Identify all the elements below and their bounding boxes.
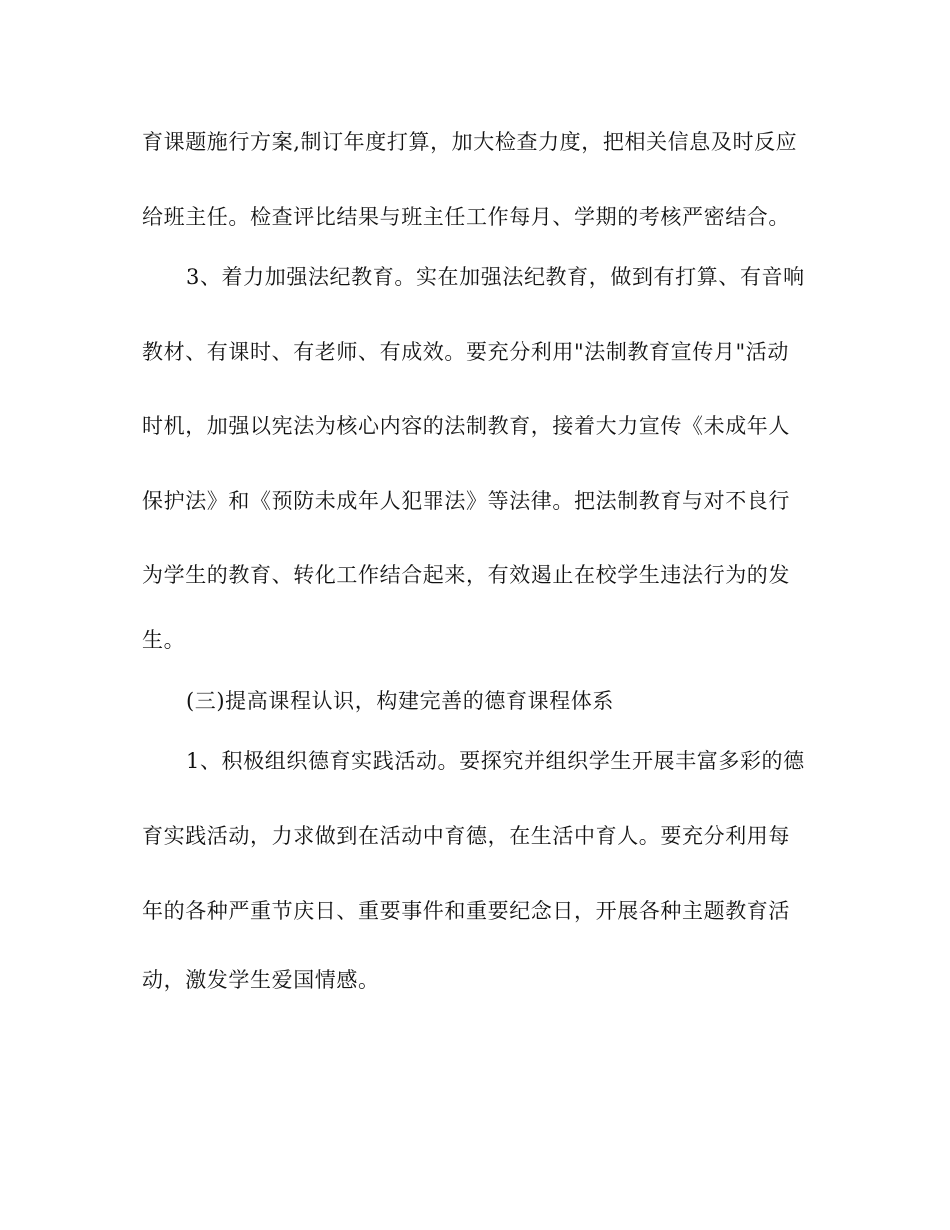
text-line-11: 育实践活动，力求做到在活动中育德，在生活中育人。要充分利用每 [142,824,790,848]
text-line-12: 年的各种严重节庆日、重要事件和重要纪念日，开展各种主题教育活 [142,899,790,923]
text-line-7: 为学生的教育、转化工作结合起来，有效遏止在校学生违法行为的发 [142,563,790,587]
text-line-4: 教材、有课时、有老师、有成效。要充分利用"法制教育宣传月"活动 [142,340,789,364]
text-line-5: 时机，加强以宪法为核心内容的法制教育，接着大力宣传《未成年人 [142,414,790,438]
section-heading: (三)提高课程认识，构建完善的德育课程体系 [186,689,614,713]
text-line-3: 3、着力加强法纪教育。实在加强法纪教育，做到有打算、有音响 [186,265,805,289]
text-line-6: 保护法》和《预防未成年人犯罪法》等法律。把法制教育与对不良行 [142,489,790,513]
text-line-10: 1、积极组织德育实践活动。要探究并组织学生开展丰富多彩的德 [186,749,805,773]
text-line-8: 生。 [142,628,186,652]
text-line-2: 给班主任。检查评比结果与班主任工作每月、学期的考核严密结合。 [142,205,790,229]
text-line-1: 育课题施行方案,制订年度打算，加大检查力度，把相关信息及时反应 [142,130,798,154]
text-line-13: 动，激发学生爱国情感。 [142,968,380,992]
